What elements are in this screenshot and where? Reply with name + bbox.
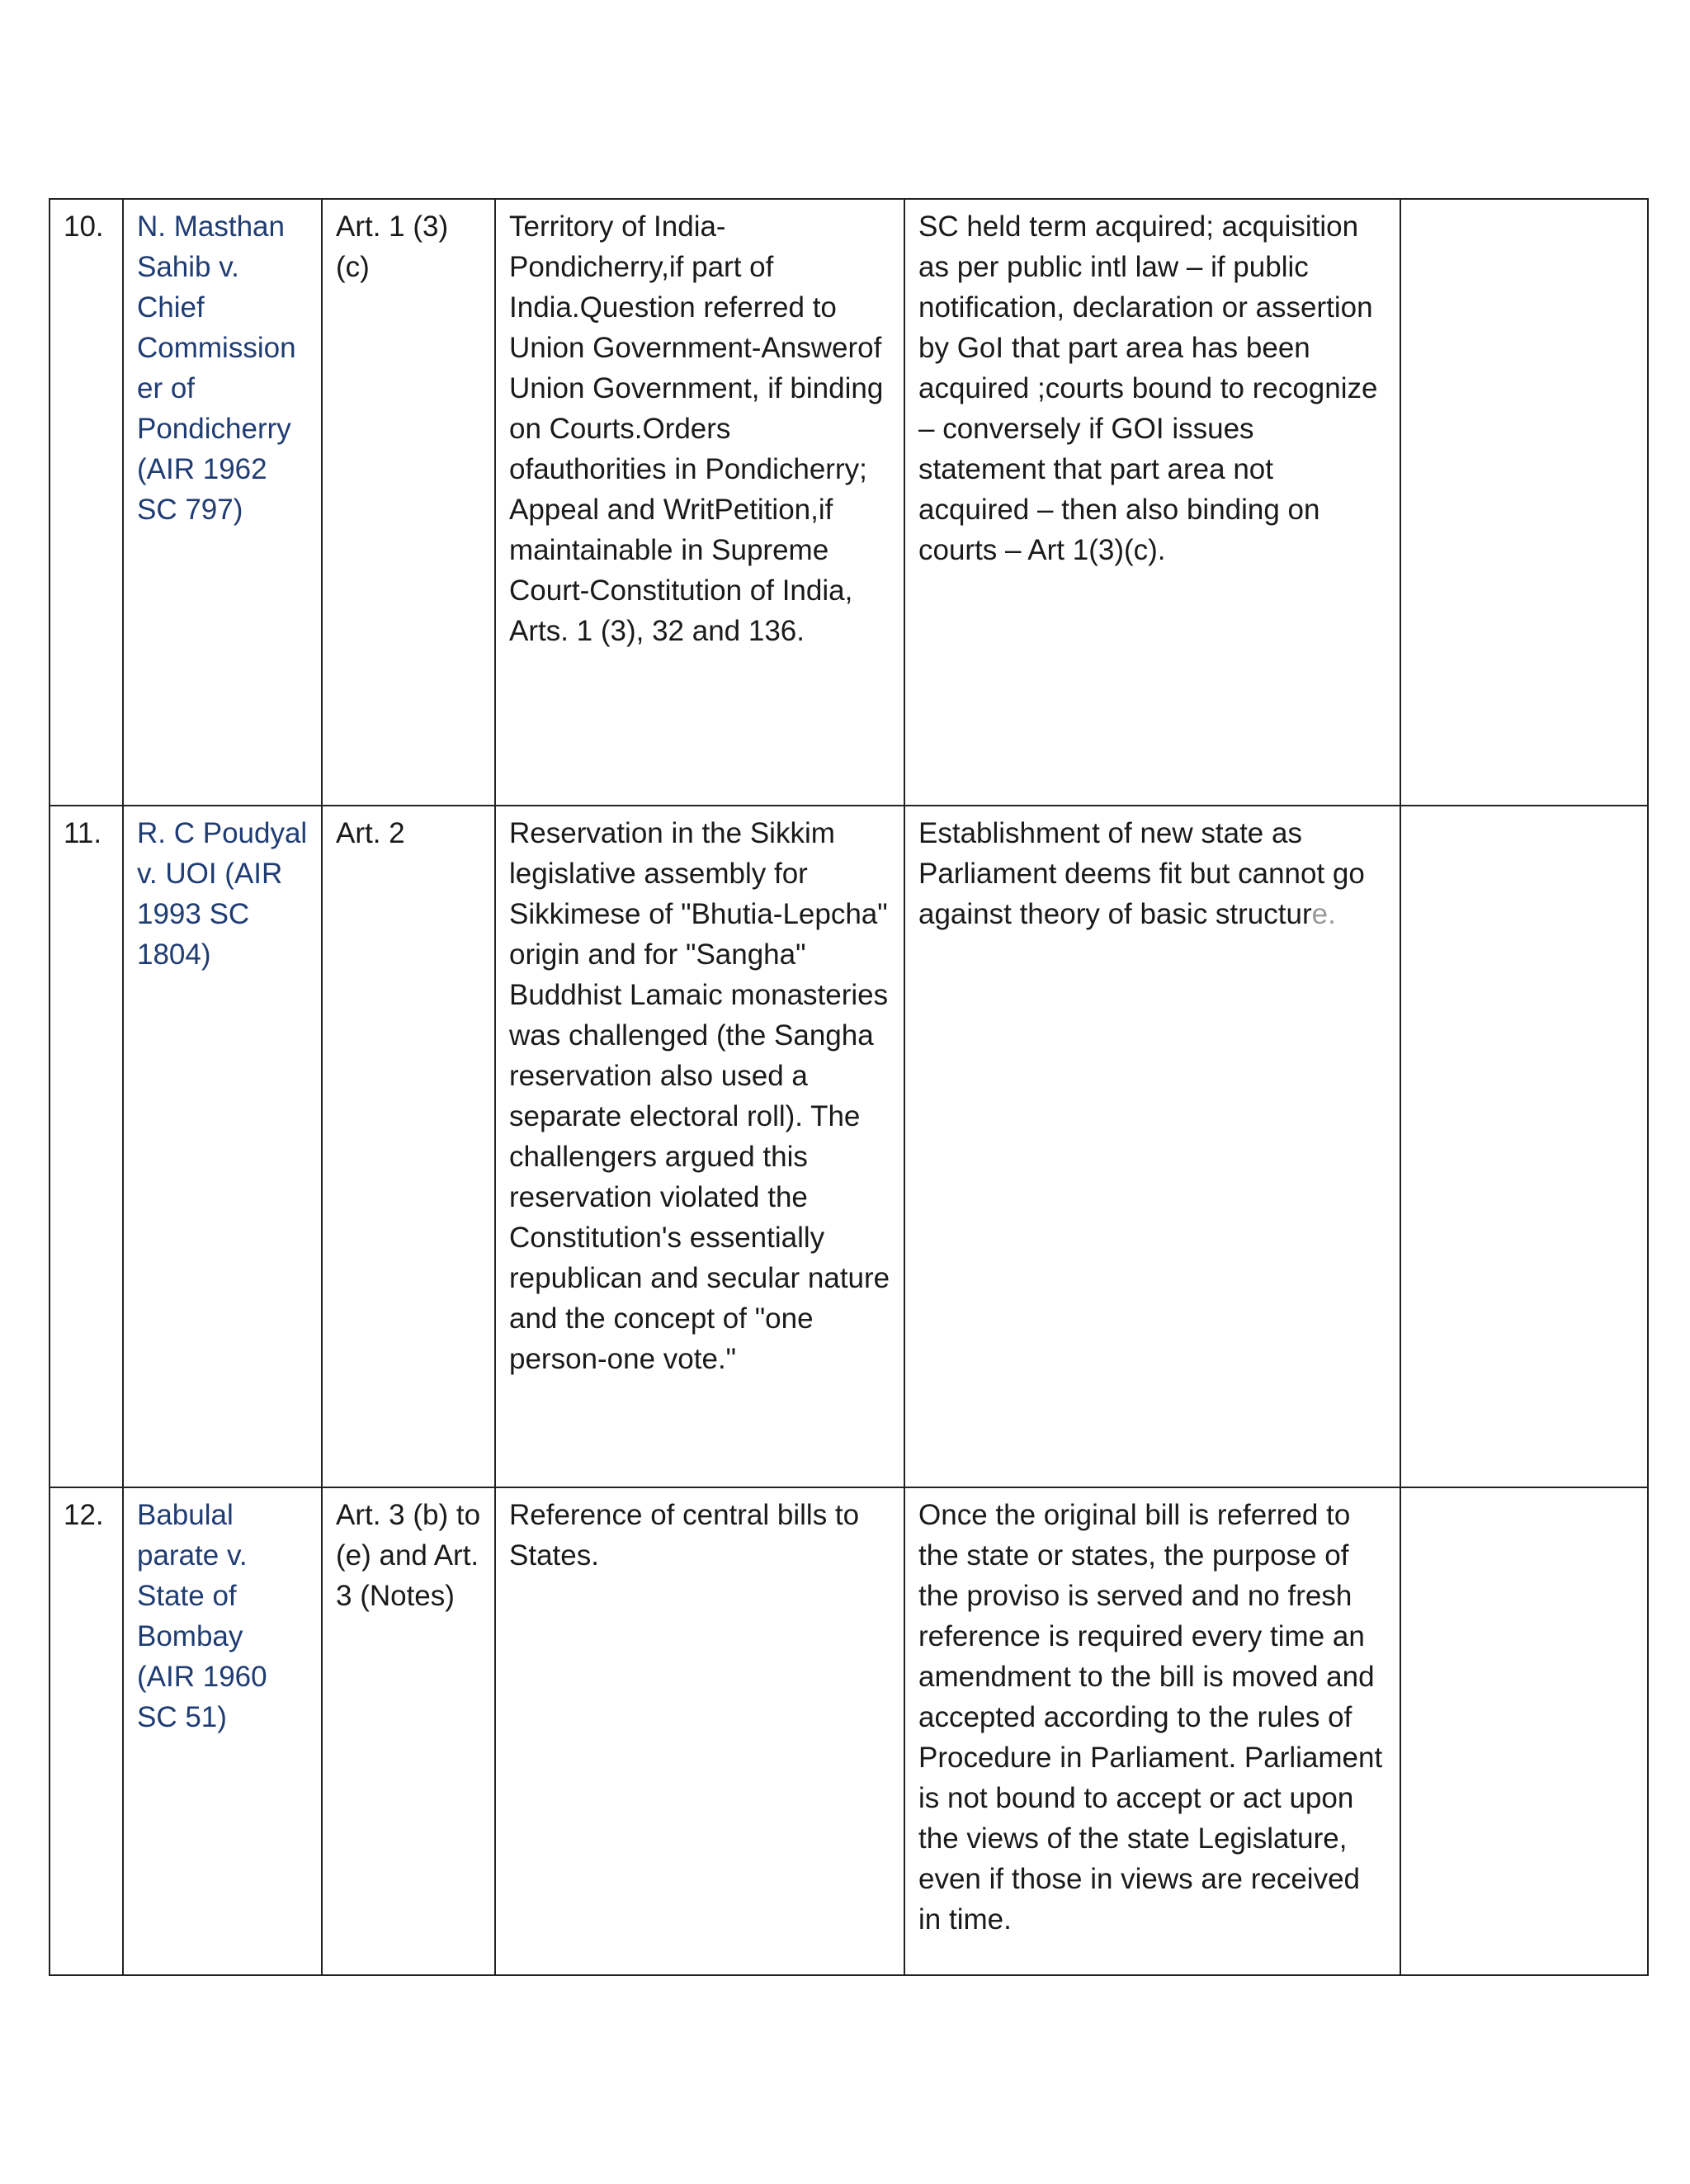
case-remarks (1400, 1487, 1648, 1975)
case-holding: SC held term acquired; acquisition as per public intl law – if public notification, declaration or assertion by GoI that part area has been acquired ;courts bound to recognize – conversely if GOI issues statement that part area not acquired – then also binding on courts – Art 1(3)(c). (904, 199, 1400, 806)
table-row (50, 806, 1648, 1487)
table-row (50, 199, 1648, 806)
article-ref: Art. 1 (3)(c) (322, 199, 495, 806)
case-name: Babulal parate v. State of Bombay (AIR 1960 SC 51) (123, 1487, 322, 1975)
table-row (50, 1487, 1648, 1975)
holding-text: Establishment of new state as Parliament deems fit but cannot go against theory of basic structur (918, 817, 1365, 930)
article-ref: Art. 3 (b) to (e) and Art. 3 (Notes) (322, 1487, 495, 1975)
case-holding (904, 806, 1400, 1487)
case-subject: Territory of India-Pondicherry,if part of India.Question referred to Union Government-Answerof Union Government, if binding on Courts.Orders ofauthorities in Pondicherry; Appeal and WritPetition,if maintainable in Supreme Court-Constitution of India, Arts. 1 (3), 32 and 136. (495, 199, 904, 806)
case-law-table (49, 198, 1649, 1976)
case-name: R. C Poudyal v. UOI (AIR 1993 SC 1804) (123, 806, 322, 1487)
case-number: 11. (50, 806, 123, 1487)
case-remarks (1400, 806, 1648, 1487)
case-holding: Once the original bill is referred to the state or states, the purpose of the proviso is served and no fresh reference is required every time an amendment to the bill is moved and accepted according to the rules of Procedure in Parliament. Parliament is not bound to accept or act upon the views of the state Legislature, even if those in views are received in time. (904, 1487, 1400, 1975)
case-number: 12. (50, 1487, 123, 1975)
case-number: 10. (50, 199, 123, 806)
holding-text-tail: e. (1311, 898, 1336, 930)
case-subject: Reservation in the Sikkim legislative assembly for Sikkimese of "Bhutia-Lepcha" origin and for "Sangha" Buddhist Lamaic monasteries was challenged (the Sangha reservation also used a separate electoral roll). The challengers argued this reservation violated the Constitution's essentially republican and secular nature and the concept of "one person-one vote." (495, 806, 904, 1487)
case-remarks (1400, 199, 1648, 806)
case-name: N. Masthan Sahib v. Chief Commission er of Pondicherry (AIR 1962 SC 797) (123, 199, 322, 806)
article-ref: Art. 2 (322, 806, 495, 1487)
case-subject: Reference of central bills to States. (495, 1487, 904, 1975)
